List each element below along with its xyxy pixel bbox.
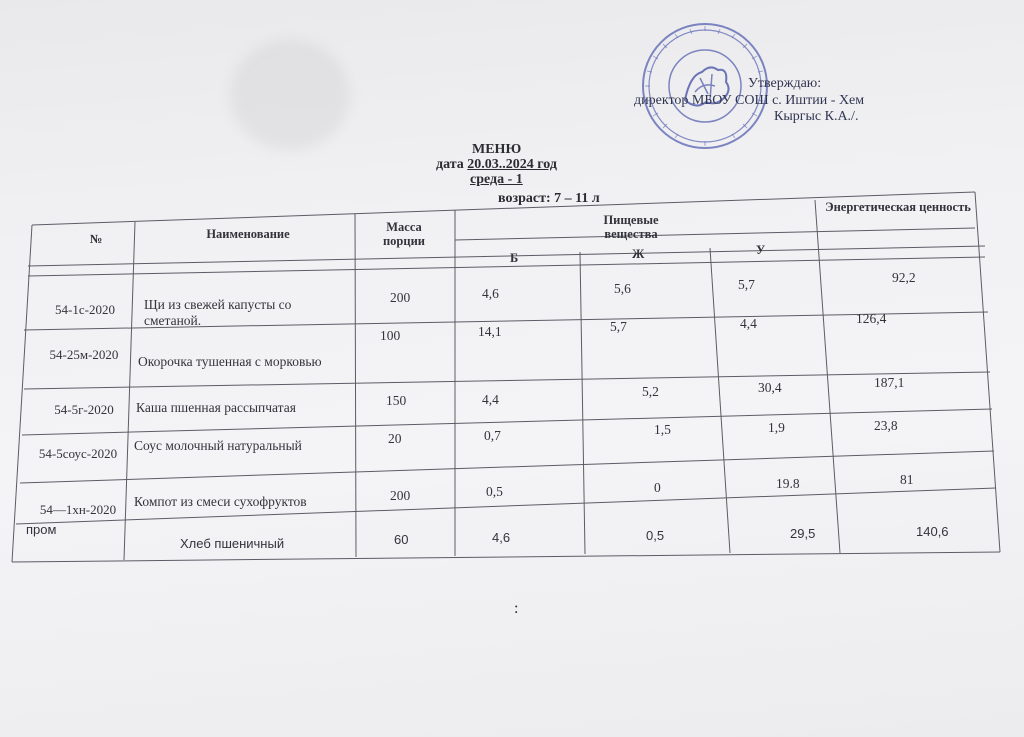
- row-2-mass: 100: [380, 328, 401, 343]
- row-5-zh: 0: [654, 480, 661, 495]
- col-header-u: У: [756, 243, 766, 257]
- row-3-mass: 150: [386, 393, 407, 408]
- row-4-mass: 20: [388, 431, 402, 446]
- row-1-u: 5,7: [738, 277, 755, 292]
- row-6-mass: 60: [394, 532, 409, 547]
- col-header-nutrients: Пищевые вещества: [603, 213, 659, 241]
- row-5-b: 0,5: [486, 484, 503, 499]
- row-2-zh: 5,7: [610, 319, 627, 334]
- row-4-u: 1,9: [768, 420, 785, 435]
- row-6-u: 29,5: [790, 526, 816, 541]
- row-1-mass: 200: [390, 290, 411, 305]
- row-6-zh: 0,5: [646, 528, 665, 543]
- date-value: 20.03..2024 год: [467, 157, 557, 172]
- row-2-name: Окорочка тушенная с морковью: [138, 354, 322, 369]
- row-4-energy: 23,8: [874, 418, 898, 433]
- row-1-name: Щи из свежей капусты со сметаной.: [144, 297, 292, 328]
- row-6-code: пром: [26, 522, 57, 537]
- col-header-b: Б: [510, 251, 519, 265]
- date-prefix: дата: [436, 157, 464, 172]
- row-5-energy: 81: [900, 472, 914, 487]
- row-3-code: 54-5г-2020: [54, 402, 114, 417]
- row-4-b: 0,7: [484, 428, 501, 443]
- row-1-code: 54-1с-2020: [55, 302, 115, 317]
- approval-line-2: директор МБОУ СОШ с. Иштии - Хем: [634, 93, 865, 108]
- approval-line-1: Утверждаю:: [748, 76, 822, 91]
- row-5-mass: 200: [390, 488, 411, 503]
- menu-age: возраст: 7 – 11 л: [498, 191, 600, 206]
- col-header-name: Наименование: [206, 227, 290, 241]
- row-2-b: 14,1: [478, 324, 502, 339]
- row-2-code: 54-25м-2020: [49, 347, 119, 362]
- row-4-name: Соус молочный натуральный: [134, 438, 302, 453]
- day-value: среда - 1: [470, 172, 523, 187]
- row-6-energy: 140,6: [916, 524, 949, 539]
- row-4-zh: 1,5: [654, 422, 671, 437]
- col-header-num: №: [89, 232, 103, 246]
- footer-mark: :: [514, 600, 519, 617]
- row-5-code: 54—1хн-2020: [39, 502, 117, 517]
- col-header-zh: Ж: [632, 247, 645, 261]
- row-1-zh: 5,6: [614, 281, 631, 296]
- row-2-u: 4,4: [740, 316, 757, 331]
- row-1-energy: 92,2: [892, 270, 916, 285]
- approval-line-3: Кыргыс К.А./.: [774, 109, 859, 124]
- row-3-u: 30,4: [758, 380, 782, 395]
- row-5-u: 19.8: [776, 476, 800, 491]
- menu-title: МЕНЮ: [472, 142, 522, 157]
- row-6-name: Хлеб пшеничный: [180, 536, 285, 551]
- row-2-energy: 126,4: [856, 311, 887, 326]
- row-3-energy: 187,1: [874, 375, 905, 390]
- col-header-mass: Масса порции: [382, 220, 425, 248]
- row-1-b: 4,6: [482, 286, 499, 301]
- row-6-b: 4,6: [492, 530, 511, 545]
- row-3-name: Каша пшенная рассыпчатая: [136, 400, 296, 415]
- col-header-energy: Энергетическая ценность: [825, 200, 971, 214]
- row-3-zh: 5,2: [642, 384, 659, 399]
- row-3-b: 4,4: [482, 392, 499, 407]
- row-5-name: Компот из смеси сухофруктов: [134, 494, 307, 509]
- row-4-code: 54-5соус-2020: [38, 446, 118, 461]
